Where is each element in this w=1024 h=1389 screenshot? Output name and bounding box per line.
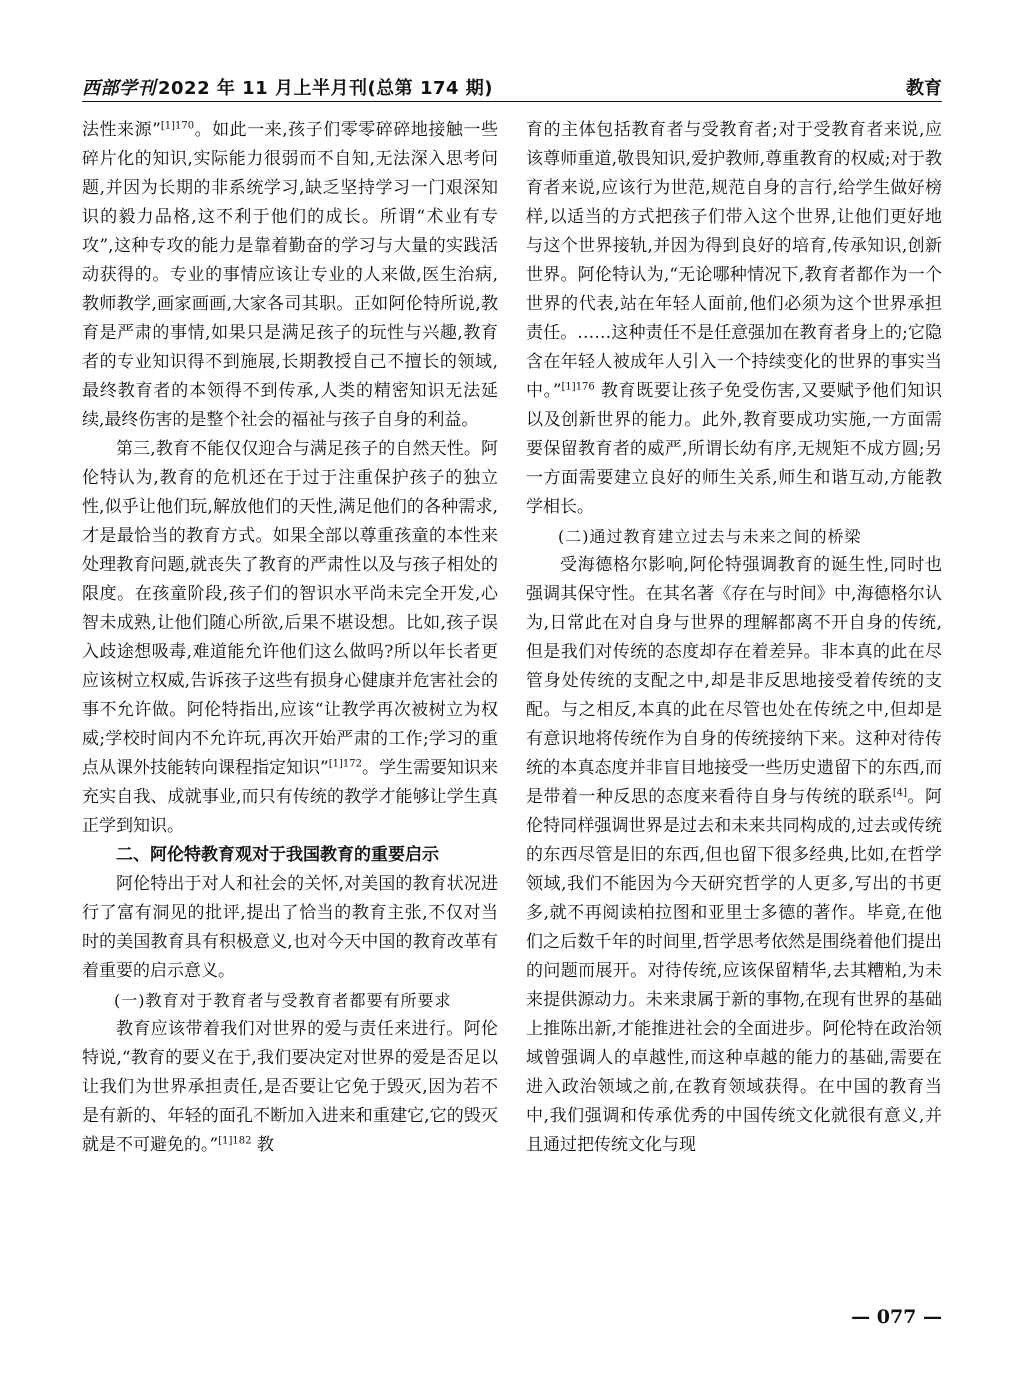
journal-logo: 西部学刊 <box>82 78 156 99</box>
subsection-heading: (一)教育对于教育者与受教育者都要有所要求 <box>114 991 452 1010</box>
issue-info: 2022 年 11 月上半月刊(总第 174 期) <box>158 78 494 99</box>
paragraph: 阿伦特出于对人和社会的关怀,对美国的教育状况进行了富有洞见的批评,提出了恰当的教育主张,不仅对当时的美国教育具有积极意义,也对今天中国的教育改革有着重要的启示意义。 <box>82 874 498 981</box>
paragraph-text: 。阿伦特同样强调世界是过去和未来共同构成的,过去或传统的东西尽管是旧的东西,但也留下很多经典,比如,在哲学领域,我们不能因为今天研究哲学的人更多,写出的书更多,就不再阅读柏拉图和亚里士多德的著作。毕竟,在他们之后数千年的时间里,哲学思考依然是围绕着他们提出的问题而展开。对待传统,应该保留精华,去其糟粕,为未来提供源动力。未来隶属于新的事物,在现有世界的基础上推陈出新,才能推进社会的全面进步。阿伦特在政治领域曾强调人的卓越性,而这种卓越的能力的基础,需要在进入政治领域之前,在教育领域获得。在中国的教育当中,我们强调和传承优秀的中国传统文化就很有意义,并且通过把传统文化与现 <box>526 787 942 1155</box>
citation: [4] <box>892 787 908 799</box>
citation: [1]172 <box>328 758 362 770</box>
paragraph-text: 。如此一来,孩子们零零碎碎地接触一些碎片化的知识,实际能力很弱而不自知,无法深入思考问题,并因为长期的非系统学习,缺乏坚持学习一门艰深知识的毅力品格,这不利于他们的成长。所谓“术业有专攻”,这种专攻的能力是靠着勤奋的学习与大量的实践活动获得的。专业的事情应该让专业的人来做,医生治病,教师教学,画家画画,大家各司其职。正如阿伦特所说,教育是严肃的事情,如果只是满足孩子的玩性与兴趣,教育者的专业知识得不到施展,长期教授自己不擅长的领域,最终教育者的本领得不到传承,人类的精密知识无法延续,最终伤害的是整个社会的福祉与孩子自身的利益。 <box>82 120 498 430</box>
citation: [1]182 <box>218 1135 252 1147</box>
left-column <box>82 116 498 1302</box>
paragraph <box>82 1015 498 1160</box>
paragraph-text: 。学生需要知识来充实自我、成就事业,而只有传统的教学才能够让学生真正学到知识。 <box>82 758 498 836</box>
section-name: 教育 <box>906 78 942 99</box>
paragraph-text: 第三,教育不能仅仅迎合与满足孩子的自然天性。阿伦特认为,教育的危机还在于过于注重保护孩子的独立性,似乎让他们玩,解放他们的天性,满足他们的各种需求,才是最恰当的教育方式。如果全部以尊重孩童的本性来处理教育问题,就丧失了教育的严肃性以及与孩子相处的限度。在孩童阶段,孩子们的智识水平尚未完全开发,心智未成熟,让他们随心所欲,后果不堪设想。比如,孩子误入歧途想吸毒,难道能允许他们这么做吗?所以年长者更应该树立权威,告诉孩子这些有损身心健康并危害社会的事不允许做。阿伦特指出,应该“让教学再次被树立为权威;学校时间内不允许玩,再次开始严肃的工作;学习的重点从课外技能转向课程指定知识” <box>82 439 498 778</box>
paragraph-text: 教 <box>251 1135 274 1155</box>
paragraph <box>526 551 942 1160</box>
paragraph-text: 受海德格尔影响,阿伦特强调教育的诞生性,同时也强调其保守性。在其名著《存在与时间》中,海德格尔认为,日常此在对自身与世界的理解都离不开自身的传统,但是我们对传统的态度却存在着差异。非本真的此在尽管身处传统的支配之中,却是非反思地接受着传统的支配。与之相反,本真的此在尽管也处在传统之中,但却是有意识地将传统作为自身的传统接纳下来。这种对待传统的本真态度并非盲目地接受一些历史遗留下的东西,而是带着一种反思的态度来看待自身与传统的联系 <box>526 555 942 807</box>
paragraph-text: 教育应该带着我们对世界的爱与责任来进行。阿伦特说,“教育的要义在于,我们要决定对世界的爱是否足以让我们为世界承担责任,是否要让它免于毁灭,因为若不是有新的、年轻的面孔不断加入进来和重建它,它的毁灭就是不可避免的。” <box>82 1019 498 1155</box>
page-number: — 077 — <box>851 1306 942 1328</box>
paragraph <box>526 116 942 522</box>
paragraph-text: 教育既要让孩子免受伤害,又要赋予他们知识以及创新世界的能力。此外,教育要成功实施,一方面需要保留教育者的威严,所谓长幼有序,无规矩不成方圆;另一方面需要建立良好的师生关系,师生和谐互动,方能教学相长。 <box>526 381 942 517</box>
paragraph <box>82 435 498 841</box>
paragraph-text: 法性来源” <box>82 120 161 140</box>
header-rule <box>82 101 942 102</box>
right-column <box>526 116 942 1302</box>
paragraph-text: 育的主体包括教育者与受教育者;对于受教育者来说,应该尊师重道,敬畏知识,爱护教师,尊重教育的权威;对于教育者来说,应该行为世范,规范自身的言行,给学生做好榜样,以适当的方式把孩子们带入这个世界,让他们更好地与这个世界接轨,并因为得到良好的培育,传承知识,创新世界。阿伦特认为,“无论哪种情况下,教育者都作为一个世界的代表,站在年轻人面前,他们必须为这个世界承担责任。……这种责任不是任意强加在教育者身上的;它隐含在年轻人被成年人引入一个持续变化的世界的事实当中。” <box>526 120 942 401</box>
subsection-heading: (二)通过教育建立过去与未来之间的桥梁 <box>558 527 862 546</box>
journal-masthead <box>82 74 493 100</box>
paragraph <box>82 116 498 435</box>
page-header <box>82 74 942 104</box>
citation: [1]176 <box>561 381 595 393</box>
section-heading: 二、阿伦特教育观对于我国教育的重要启示 <box>116 845 439 865</box>
citation: [1]170 <box>160 120 195 132</box>
